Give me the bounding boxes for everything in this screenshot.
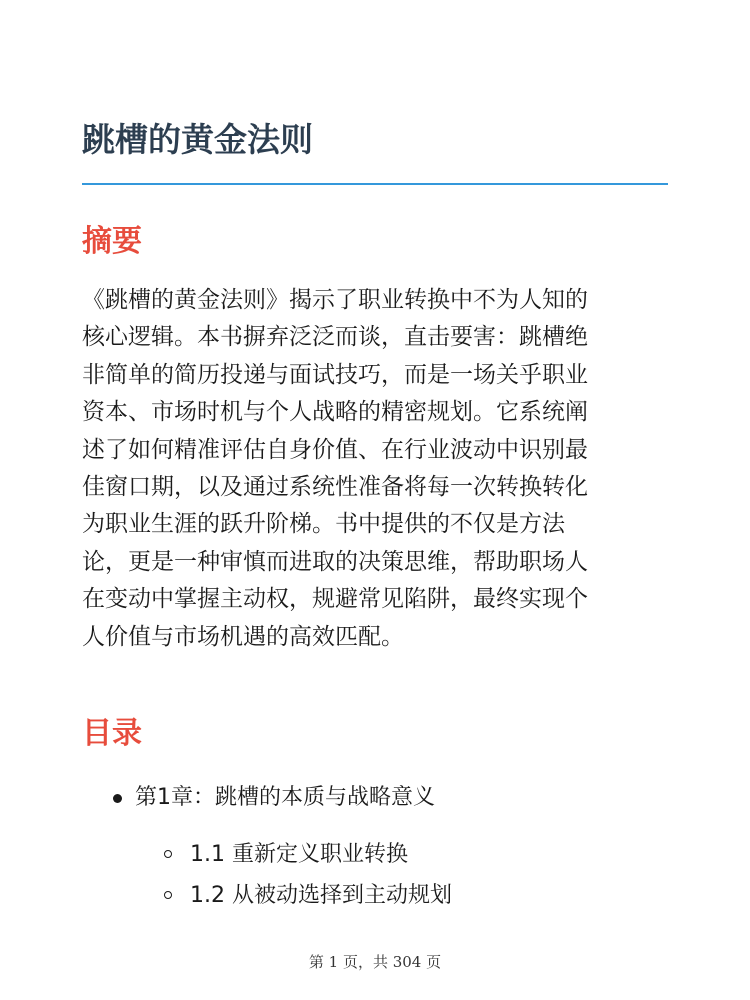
abstract-heading: 摘要 — [82, 224, 142, 259]
abstract-line: 在变动中掌握主动权，规避常见陷阱，最终实现个 — [82, 586, 588, 613]
abstract-line: 《跳槽的黄金法则》揭示了职业转换中不为人知的 — [82, 287, 588, 313]
abstract-line: 核心逻辑。本书摒弃泛泛而谈，直击要害：跳槽绝 — [82, 324, 588, 351]
abstract-paragraph — [82, 282, 668, 656]
toc-chapter-item — [135, 782, 435, 814]
document-title: 跳槽的黄金法则 — [82, 120, 313, 159]
toc-section-item — [190, 839, 408, 871]
abstract-line: 资本、市场时机与个人战略的精密规划。它系统阐 — [82, 399, 588, 426]
abstract-line: 论，更是一种审慎而进取的决策思维，帮助职场人 — [82, 548, 588, 575]
toc-chapter-label: 第1章：跳槽的本质与战略意义 — [135, 785, 435, 810]
bullet-circle-icon — [164, 850, 172, 858]
abstract-line: 非简单的简历投递与面试技巧，而是一场关乎职业 — [82, 361, 588, 388]
bullet-circle-icon — [164, 891, 172, 899]
toc-heading: 目录 — [82, 716, 142, 751]
toc-section-item — [190, 880, 452, 912]
bullet-disc-icon — [113, 794, 122, 803]
toc-section-label: 1.2 从被动选择到主动规划 — [190, 883, 452, 908]
abstract-line: 人价值与市场机遇的高效匹配。 — [82, 623, 404, 650]
title-divider — [82, 183, 668, 185]
toc-section-label: 1.1 重新定义职业转换 — [190, 842, 408, 867]
abstract-line: 述了如何精准评估自身价值、在行业波动中识别最 — [82, 436, 588, 463]
abstract-line: 佳窗口期，以及通过系统性准备将每一次转换转化 — [82, 474, 588, 501]
abstract-line: 为职业生涯的跃升阶梯。书中提供的不仅是方法 — [82, 511, 565, 538]
page-footer: 第 1 页，共 304 页 — [308, 953, 442, 971]
